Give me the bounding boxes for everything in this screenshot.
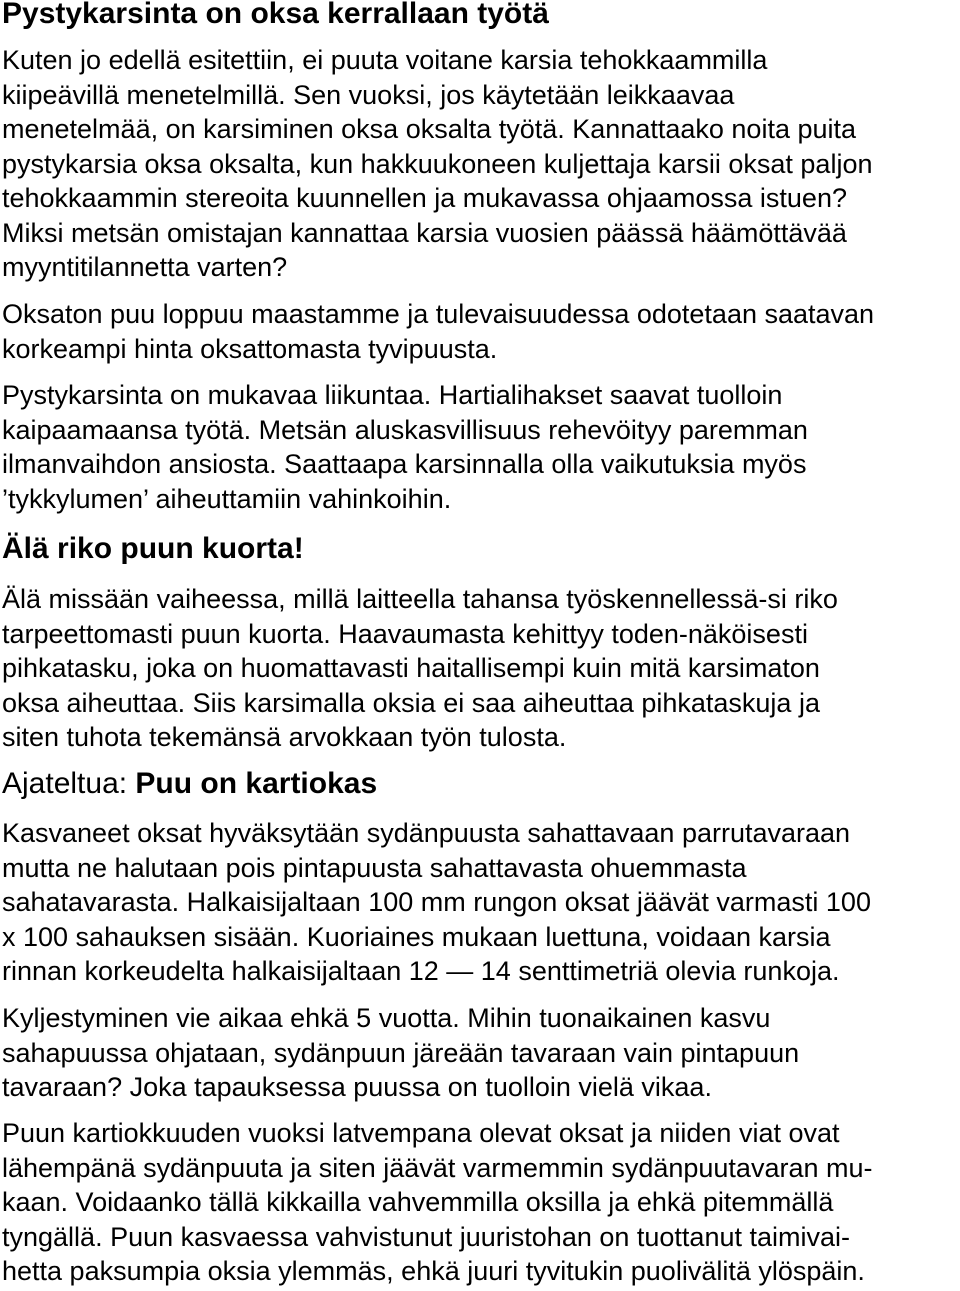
- text-line: Kasvaneet oksat hyväksytään sydänpuusta sahattavaan parrutavaraan: [2, 818, 851, 848]
- text-line: pystykarsia oksa oksalta, kun hakkuukoneen kuljettaja karsii oksat paljon: [2, 148, 873, 179]
- text-line: hetta paksumpia oksia ylemmäs, ehkä juuri tyvitukin puolivälitä ylöspäin.: [2, 1256, 865, 1286]
- text-line: Kuten jo edellä esitettiin, ei puuta voitane karsia tehokkaammilla: [2, 45, 768, 75]
- text-line: kaan. Voidaanko tällä kikkailla vahvemmilla oksilla ja ehkä pitemmällä: [2, 1187, 834, 1217]
- paragraph-4: [2, 582, 838, 755]
- text-line: Puun kartiokkuuden vuoksi latvempana olevat oksat ja niiden viat ovat: [2, 1118, 840, 1148]
- text-line: Älä missään vaiheessa, millä laitteella tahansa työskennellessä-si riko: [2, 584, 838, 614]
- text-line: menetelmää, on karsiminen oksa oksalta työtä. Kannattaako noita puita: [2, 114, 857, 144]
- text-line: ’tykkylumen’ aiheuttamiin vahinkoihin.: [2, 483, 452, 514]
- text-line: ilmanvaihdon ansiosta. Saattaapa karsinnalla olla vaikutuksia myös: [2, 449, 807, 479]
- section-heading-ala-riko: Älä riko puun kuorta!: [2, 532, 304, 565]
- text-line: oksa aiheuttaa. Siis karsimalla oksia ei saa aiheuttaa pihkataskuja ja: [2, 687, 820, 718]
- text-line: lähempänä sydänpuuta ja siten jäävät varmemmin sydänpuutavaran mu-: [2, 1152, 873, 1183]
- text-line: kiipeävillä menetelmillä. Sen vuoksi, jos käytetään leikkaavaa: [2, 79, 735, 110]
- section-heading-pystykarsinta: Pystykarsinta on oksa kerrallaan työtä: [2, 0, 549, 30]
- text-line: mutta ne halutaan pois pintapuusta sahattavasta ohuemmasta: [2, 852, 747, 883]
- text-line: sahapuussa ohjataan, sydänpuun järeään tavaraan vain pintapuun: [2, 1037, 800, 1068]
- text-line: tarpeettomasti puun kuorta. Haavaumasta kehittyy toden-näköisesti: [2, 618, 808, 649]
- paragraph-7: [2, 1116, 873, 1289]
- text-line: myyntitilannetta varten?: [2, 252, 288, 282]
- text-line: tavaraan? Joka tapauksessa puussa on tuolloin vielä vikaa.: [2, 1072, 712, 1102]
- text-line: x 100 sahauksen sisään. Kuoriaines mukaan luettuna, voidaan karsia: [2, 921, 831, 952]
- text-line: Pystykarsinta on mukavaa liikuntaa. Hartialihakset saavat tuolloin: [2, 380, 783, 410]
- heading-prefix: Ajateltua:: [2, 767, 136, 800]
- text-line: tehokkaammin stereoita kuunnellen ja mukavassa ohjaamossa istuen?: [2, 183, 847, 213]
- text-line: sahatavarasta. Halkaisijaltaan 100 mm rungon oksat jäävät varmasti 100: [2, 887, 871, 917]
- paragraph-3: [2, 378, 808, 516]
- paragraph-1: [2, 43, 872, 285]
- heading-title: Puu on kartiokas: [135, 767, 378, 800]
- section-heading-kartiokas: [2, 767, 377, 801]
- text-line: pihkatasku, joka on huomattavasti haitallisempi kuin mitä karsimaton: [2, 653, 820, 683]
- text-line: Kyljestyminen vie aikaa ehkä 5 vuotta. Mihin tuonaikainen kasvu: [2, 1003, 771, 1033]
- text-line: siten tuhota tekemänsä arvokkaan työn tulosta.: [2, 722, 567, 752]
- text-line: Oksaton puu loppuu maastamme ja tulevaisuudessa odotetaan saatavan: [2, 299, 875, 329]
- text-line: korkeampi hinta oksattomasta tyvipuusta.: [2, 333, 498, 364]
- text-line: kaipaamaansa työtä. Metsän aluskasvillisuus rehevöityy paremman: [2, 414, 808, 445]
- text-line: Miksi metsän omistajan kannattaa karsia vuosien päässä häämöttävää: [2, 217, 847, 248]
- text-line: rinnan korkeudelta halkaisijaltaan 12 — 14 senttimetriä olevia runkoja.: [2, 956, 840, 986]
- text-line: tyngällä. Puun kasvaessa vahvistunut juuristohan on tuottanut taimivai-: [2, 1221, 850, 1252]
- paragraph-6: [2, 1001, 799, 1105]
- paragraph-5: [2, 816, 871, 989]
- paragraph-2: [2, 297, 874, 366]
